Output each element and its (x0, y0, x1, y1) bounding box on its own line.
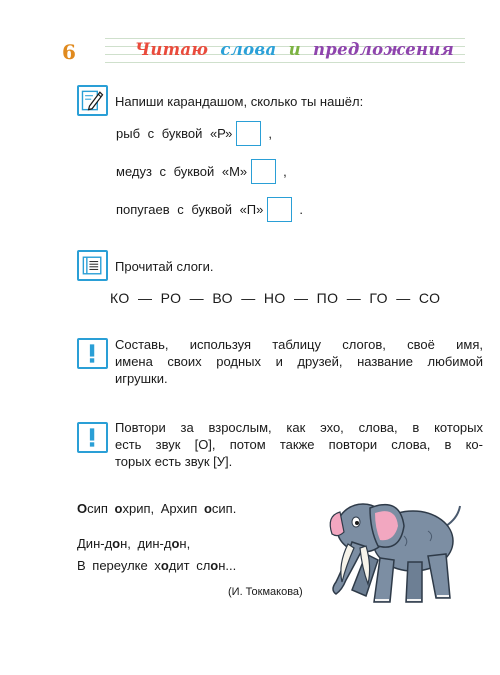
count-row-jellyfish (116, 159, 287, 184)
poem-author: (И. Токмакова) (228, 586, 303, 598)
exclamation-icon (77, 422, 108, 453)
jellyfish-count-box[interactable] (251, 159, 276, 184)
text-part: н, (179, 536, 191, 551)
tongue-twister-line (77, 498, 236, 520)
text-line: Повтори за взрослым, как эхо, слова, в которых (115, 420, 483, 435)
text-part: дит сл (168, 558, 211, 573)
row-punct: , (283, 164, 287, 179)
elephant-illustration (308, 486, 468, 616)
text-line: игрушки. (115, 371, 168, 386)
page-header (0, 30, 500, 80)
tongue-twister (77, 498, 236, 520)
title-word: слова (220, 40, 277, 59)
page-title (135, 40, 454, 59)
count-row-parrots (116, 197, 303, 222)
stressed-letter: о (210, 558, 219, 573)
row-punct: , (268, 126, 272, 141)
parrot-count-box[interactable] (267, 197, 292, 222)
poem (77, 533, 236, 577)
exclamation-icon (77, 338, 108, 369)
stressed-letter: о (203, 501, 212, 516)
text-part: Дин-д (77, 536, 113, 551)
text-line: есть звук [О], потом также повтори слова, в ко- (115, 437, 483, 452)
poem-line (77, 555, 236, 577)
text-part: сип. (211, 501, 237, 516)
count-row-fish (116, 121, 272, 146)
text-part: н, дин-д (120, 536, 172, 551)
task3-text (115, 336, 483, 387)
page-number: 6 (62, 40, 76, 64)
text-line: Составь, используя таблицу слогов, своё имя, (115, 337, 483, 352)
stressed-letter: о (112, 536, 121, 551)
syllable-row: КО — РО — ВО — НО — ПО — ГО — СО (110, 290, 441, 306)
text-line: имена своих родных и друзей, название любимой (115, 354, 483, 369)
task2-instruction: Прочитай слоги. (115, 259, 214, 274)
stressed-letter: О (77, 501, 88, 516)
task4-text (115, 419, 483, 470)
text-line: торых есть звук [У]. (115, 454, 233, 469)
row-label: рыб с буквой «Р» (116, 126, 233, 141)
poem-line (77, 533, 236, 555)
text-part: н... (218, 558, 237, 573)
text-part: В переулке х (77, 558, 161, 573)
text-part: хрип, Архип (122, 501, 204, 516)
row-label: медуз с буквой «М» (116, 164, 248, 179)
stressed-letter: о (171, 536, 180, 551)
row-punct: . (299, 202, 303, 217)
title-word: предложения (312, 40, 455, 59)
pencil-paper-icon (77, 85, 108, 116)
title-word: Читаю (135, 40, 209, 59)
open-book-icon (77, 250, 108, 281)
title-word: и (288, 40, 301, 59)
stressed-letter: о (114, 501, 123, 516)
row-label: попугаев с буквой «П» (116, 202, 264, 217)
text-part: сип (87, 501, 115, 516)
fish-count-box[interactable] (236, 121, 261, 146)
stressed-letter: о (160, 558, 169, 573)
task1-instruction: Напиши карандашом, сколько ты нашёл: (115, 94, 364, 109)
